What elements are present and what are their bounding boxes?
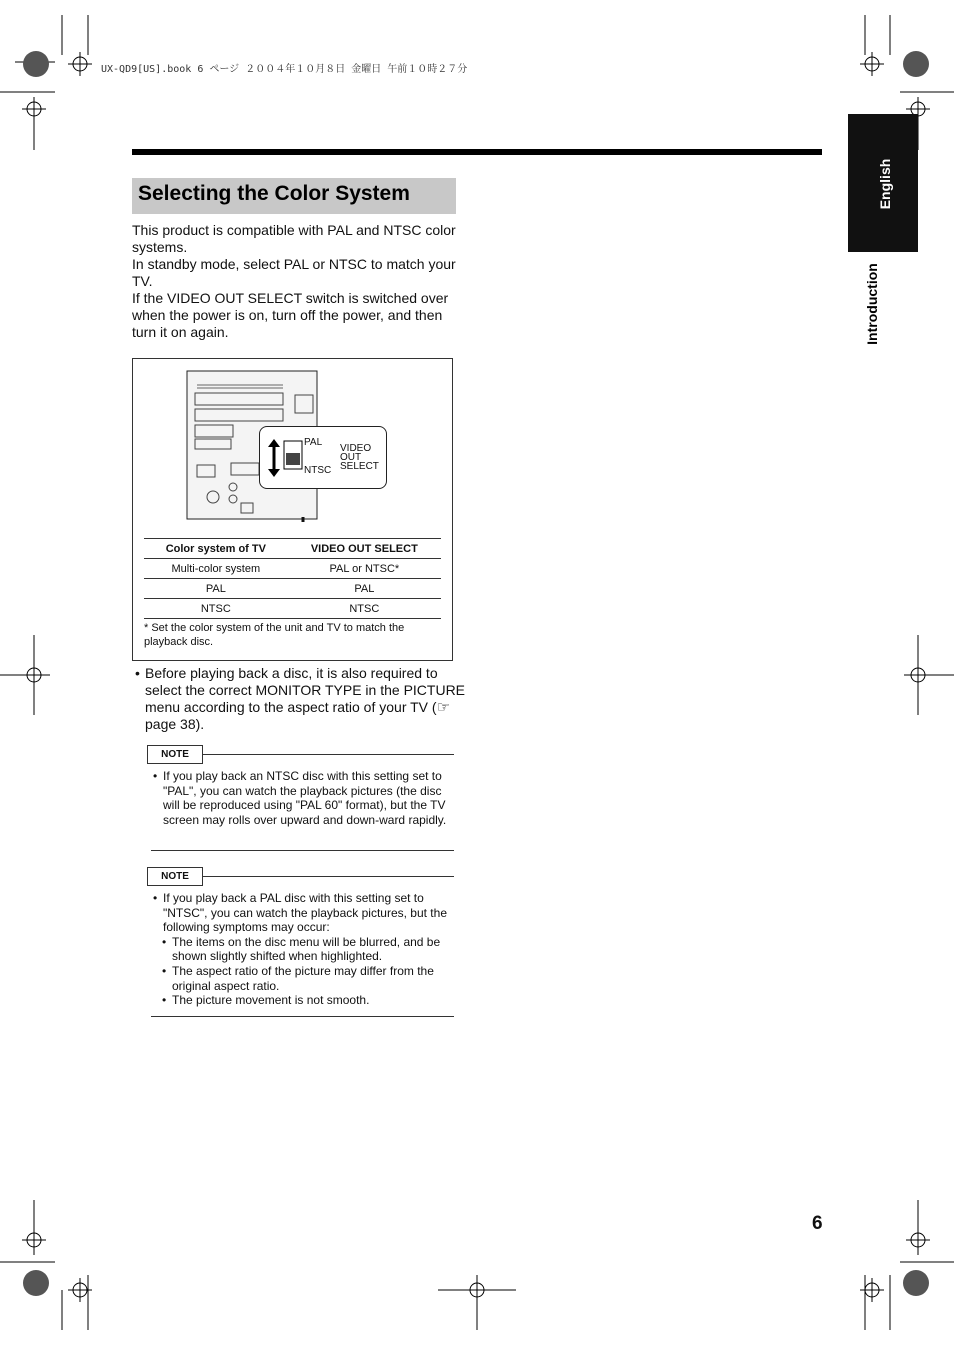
- note-item: • If you play back a PAL disc with this setting set to "NTSC", you can watch the playback pictures, but the following symptoms may occur:: [153, 891, 453, 935]
- table-header: VIDEO OUT SELECT: [288, 539, 441, 559]
- note-subitem: • The picture movement is not smooth.: [153, 993, 453, 1008]
- intro-line: In standby mode, select PAL or NTSC to match your TV.: [132, 256, 456, 289]
- section-title: Selecting the Color System: [138, 182, 410, 205]
- intro-line: If the VIDEO OUT SELECT switch is switched over when the power is on, turn off the power, and then turn it on again.: [132, 290, 449, 340]
- note-bottom-rule: [151, 1016, 454, 1017]
- note-label: NOTE: [147, 745, 203, 764]
- note-body: [153, 769, 453, 827]
- switch-name-label: VIDEO OUT SELECT: [340, 443, 379, 472]
- intro-text: [132, 222, 458, 341]
- note-body: [153, 891, 453, 1008]
- table-header: Color system of TV: [144, 539, 288, 559]
- table-footnote: * Set the color system of the unit and TV to match the playback disc.: [144, 622, 405, 648]
- switch-label-pal: PAL: [304, 437, 323, 448]
- side-tab-introduction: Introduction: [864, 263, 880, 345]
- color-system-table: [144, 538, 441, 619]
- note-label: NOTE: [147, 867, 203, 886]
- page-number: 6: [812, 1213, 823, 1234]
- section-title-box: [132, 178, 456, 214]
- table-row: Multi-color system PAL or NTSC*: [144, 559, 441, 579]
- switch-label-ntsc: NTSC: [304, 465, 332, 476]
- monitor-type-bullet: • Before playing back a disc, it is also required to select the correct MONITOR TYPE in the PICTURE menu according to the aspect ratio of your TV (☞ page 38).: [135, 665, 466, 732]
- top-rule: [132, 149, 822, 155]
- note-bottom-rule: [151, 850, 454, 851]
- book-file-header: UX-QD9[US].book 6 ページ ２００４年１０月８日 金曜日 午前１０時２７分: [101, 64, 468, 75]
- switch-callout: [259, 426, 387, 489]
- side-tab-english: [848, 114, 918, 252]
- bullet-text: Before playing back a disc, it is also required to select the correct MONITOR TYPE in the PICTURE menu according to the aspect ratio of your TV (: [145, 665, 466, 715]
- note-subitem: • The aspect ratio of the picture may differ from the original aspect ratio.: [153, 964, 453, 993]
- intro-line: This product is compatible with PAL and NTSC color systems.: [132, 222, 456, 255]
- note-subitem: • The items on the disc menu will be blurred, and be shown slightly shifted when highlighted.: [153, 935, 453, 964]
- table-row: NTSC NTSC: [144, 599, 441, 619]
- table-row: PAL PAL: [144, 579, 441, 599]
- note-item: • If you play back an NTSC disc with this setting set to "PAL", you can watch the playback pictures (the disc will be reproduced using "PAL 60" format), but the TV screen may rolls over upward and down-ward rapidly.: [153, 769, 453, 827]
- bullet-page-ref: page 38).: [145, 716, 205, 732]
- side-tab-english-label: English: [877, 158, 893, 210]
- reference-hand-icon: ☞: [436, 699, 451, 716]
- color-system-figure: [132, 358, 453, 661]
